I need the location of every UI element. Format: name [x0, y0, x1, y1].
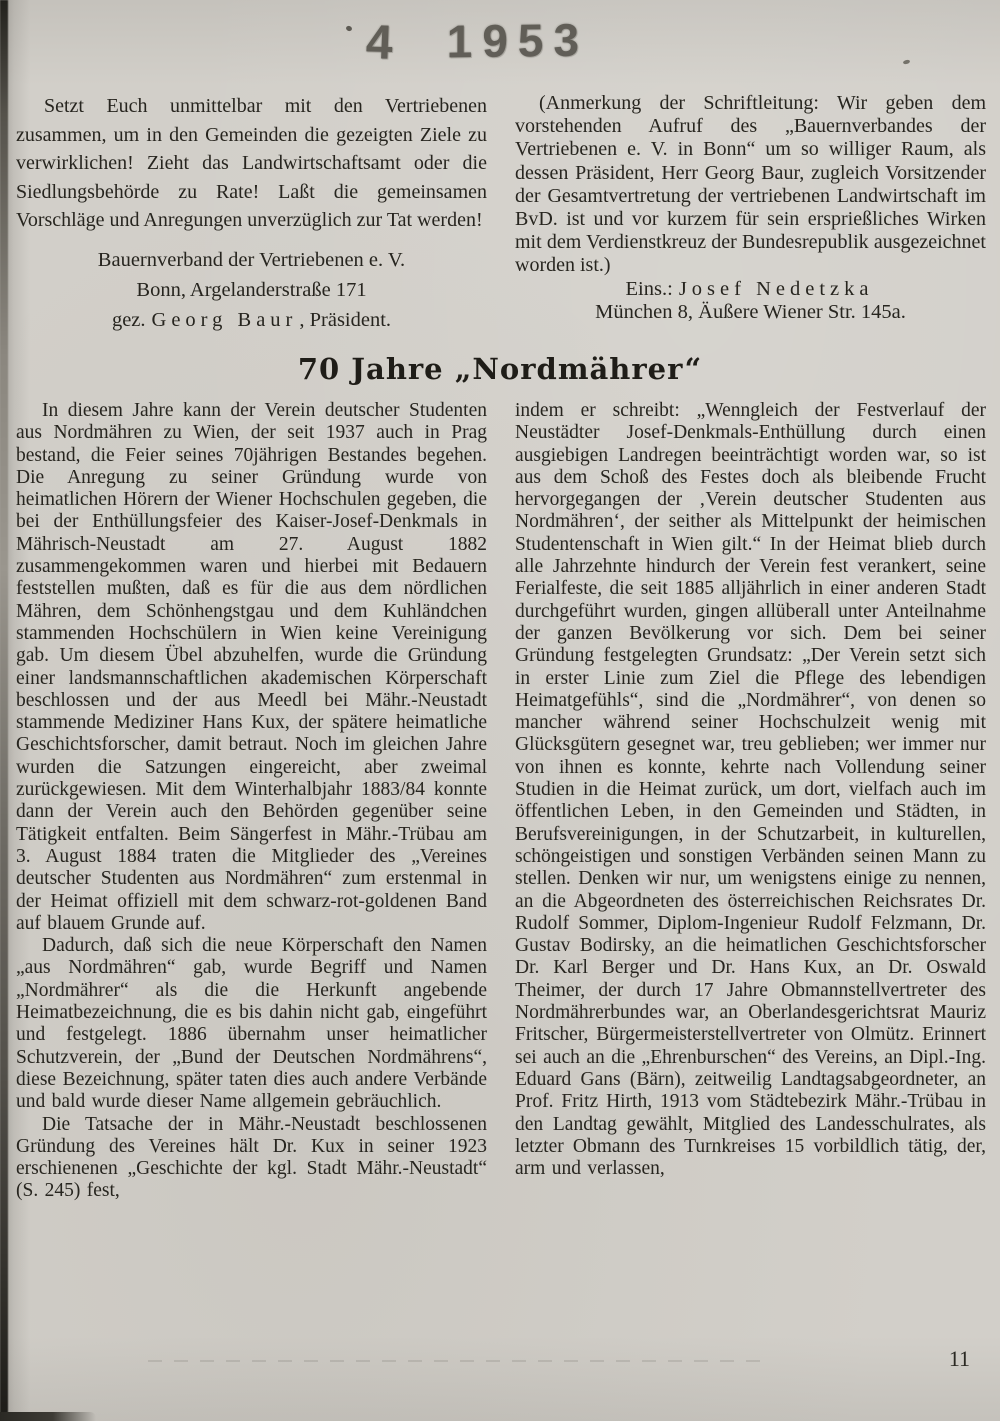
- appeal-conclusion-section: [16, 92, 986, 335]
- article-paragraph: Die Tatsache der in Mähr.-Neustadt beschlossenen Gründung des Vereines hält Dr. Kux in seiner 1923 erschienenen „Geschichte der kgl. Stadt Mähr.-Neustadt“ (S. 245) fest,: [16, 1113, 487, 1202]
- signature-address: Bonn, Argelanderstraße 171: [136, 278, 367, 301]
- appeal-paragraph: Setzt Euch unmittelbar mit den Vertriebenen zusammen, um in den Gemeinden die gezeigten Ziele zu verwirklichen! Zieht das Landwirtschaftsamt oder die Siedlungsbehörde zu Rate! Laßt die gemeinsamen Vorschläge und Anregungen unverzüglich zur Tat werden!: [16, 95, 487, 231]
- appeal-left-column: [16, 92, 487, 335]
- article-paragraph: Dadurch, daß sich die neue Körperschaft den Namen „aus Nordmähren“ gab, wurde Begriff und Namen „Nordmährer“ als die die Herkunft angebende Heimatbezeichnung, die es bis dahin nicht gab, eingeführt und festgelegt. 1886 übernahm unser heimatlicher Schutzverein, der „Bund der Deutschen Nordmährens“, diese Bezeichnung, später taten dies auch andere Verbände und bald wurde dieser Name allgemein gebräuchlich.: [16, 935, 487, 1113]
- stamp-issue-number: 4: [365, 16, 394, 70]
- stamp-year: 1953: [446, 13, 590, 68]
- scan-edge-shadow: [0, 0, 8, 1421]
- article-right-column: [515, 400, 986, 1203]
- signature-prefix: gez.: [111, 308, 146, 331]
- ink-speck: [903, 59, 911, 65]
- issue-date-stamp: [366, 12, 589, 70]
- submitter-name: Josef Nedetzka: [678, 277, 874, 300]
- article-body: [16, 400, 986, 1203]
- signature-signer: [16, 305, 487, 335]
- submitter-block: [515, 278, 986, 324]
- scan-corner-mark: [0, 1412, 96, 1421]
- ink-speck: [345, 25, 352, 32]
- signature-name: Georg Baur: [151, 308, 298, 331]
- appeal-signature-block: [16, 245, 487, 335]
- page-number: 11: [948, 1346, 970, 1371]
- submitter-prefix: Eins.:: [625, 277, 673, 300]
- article-paragraph: indem er schreibt: „Wenngleich der Festverlauf der Neustädter Josef-Denkmals-Enthüllung durch einen ausgiebigen Landregen beeinträchtigt worden war, so ist aus dem Schoß des Festes doch als bleibende Frucht hervorgegangen der ‚Verein deutscher Studenten aus Nordmähren‘, der seither als Mittelpunkt der heimischen Studentenschaft in Wien gilt.“ In der Heimat blieb durch alle Jahrzehnte hindurch der Verein fest verankert, seine Ferialfeste, die seit 1885 alljährlich in einer anderen Stadt durchgeführt wurden, gingen allüberall unter Anteilnahme der ganzen Bevölkerung vor sich. Dem bei seiner Gründung festgelegten Grundsatz: „Der Verein setzt sich in erster Linie zum Ziel die Pflege des lebendigen Heimatgefühls“, sind die „Nordmährer“, von denen so mancher während seiner Hochschulzeit wenig mit Glücksgütern gesegnet war, treu geblieben; wer immer nur von ihnen es konnte, kehrte nach Vollendung seiner Studien in die Heimat zurück, um dort, vielfach auch im öffentlichen Leben, in den Gemeinden und Städten, in Berufsvereinigungen, in der Schutzarbeit, in kulturellen, schöngeistigen und sonstigen Verbänden seinen Mann zu stellen. Denken wir nur, um wenigstens einige zu nennen, an die Abgeordneten des österreichischen Reichsrates Dr. Rudolf Sommer, Diplom-Ingenieur Rudolf Felzmann, Dr. Gustav Bodirsky, an die heimatlichen Geschichtsforscher Dr. Karl Berger und Dr. Hans Kux, an Dr. Oswald Theimer, der durch 17 Jahre Obmannstellvertreter des Nordmährerbundes war, an Oberlandesgerichtsrat Mauriz Fritscher, Bürgermeisterstellvertreter von Olmütz. Erinnert sei auch an die „Ehrenburschen“ des Vereins, an Dipl.-Ing. Eduard Gans (Bärn), zeitweilig Landtagsabgeordneter, an Prof. Fritz Hirth, 1913 vom Städtebezirk Mähr.-Trübau in den Landtag gewählt, Mitglied des Landesschulrates, als letzter Obmann des Turnkreises 15 vorbildlich tätig, der, arm und verlassen,: [515, 400, 986, 1180]
- submitter-address: München 8, Äußere Wiener Str. 145a.: [595, 300, 906, 323]
- submitter-line: [515, 278, 986, 301]
- signature-title: , Präsident.: [299, 308, 392, 331]
- paper-crease: [148, 1360, 768, 1362]
- editor-note-column: [515, 92, 986, 335]
- article-paragraph: In diesem Jahre kann der Verein deutscher Studenten aus Nordmähren zu Wien, der seit 1937 auch in Prag bestand, die Feier seines 70jährigen Bestandes begehen. Die Anregung zu seiner Gründung wurde von heimatlichen Hörern der Wiener Hochschulen gegeben, die bei der Enthüllungsfeier des Kaiser-Josef-Denkmals in Mährisch-Neustadt am 27. August 1882 zusammengekommen waren und hierbei mit Bedauern feststellen mußten, daß es für die aus dem nördlichen Mähren, dem Schönhengstgau und dem Kuhländchen stammenden Hochschülern in Wien keine Vereinigung gab. Um diesem Übel abzuhelfen, wurde die Gründung einer landsmannschaftlichen akademischen Körperschaft beschlossen und der aus Meedl bei Mähr.-Neustadt stammende Mediziner Hans Kux, der spätere heimatliche Geschichtsforscher, damit betraut. Noch im gleichen Jahre wurden die Satzungen eingereicht, aber zweimal zurückgewiesen. Mit dem Winterhalbjahr 1883/84 konnte dann der Verein auch den Behörden gegenüber seine Tätigkeit entfalten. Beim Sängerfest in Mähr.-Trübau am 3. August 1884 traten die Mitglieder des „Vereines deutscher Studenten aus Nordmähren“ zum erstenmal in der Heimat offiziell mit dem schwarz-rot-goldenen Band auf blauem Grunde auf.: [16, 400, 487, 934]
- article-title: 70 Jahre „Nordmährer“: [297, 352, 703, 386]
- signature-organization: Bauernverband der Vertriebenen e. V.: [97, 248, 406, 271]
- article-left-column: [16, 400, 487, 1203]
- editor-note-paragraph: (Anmerkung der Schriftleitung: Wir geben dem vorstehenden Aufruf des „Bauernverbandes der Vertriebenen e. V. in Bonn“ um so williger Raum, als dessen Präsident, Herr Georg Baur, zugleich Vorsitzender der Gesamtvertretung der vertriebenen Landwirtschaft im BvD. ist und vor kurzem für sein ersprießliches Wirken mit dem Verdienstkreuz der Bundesrepublik ausgezeichnet worden ist.): [515, 92, 986, 277]
